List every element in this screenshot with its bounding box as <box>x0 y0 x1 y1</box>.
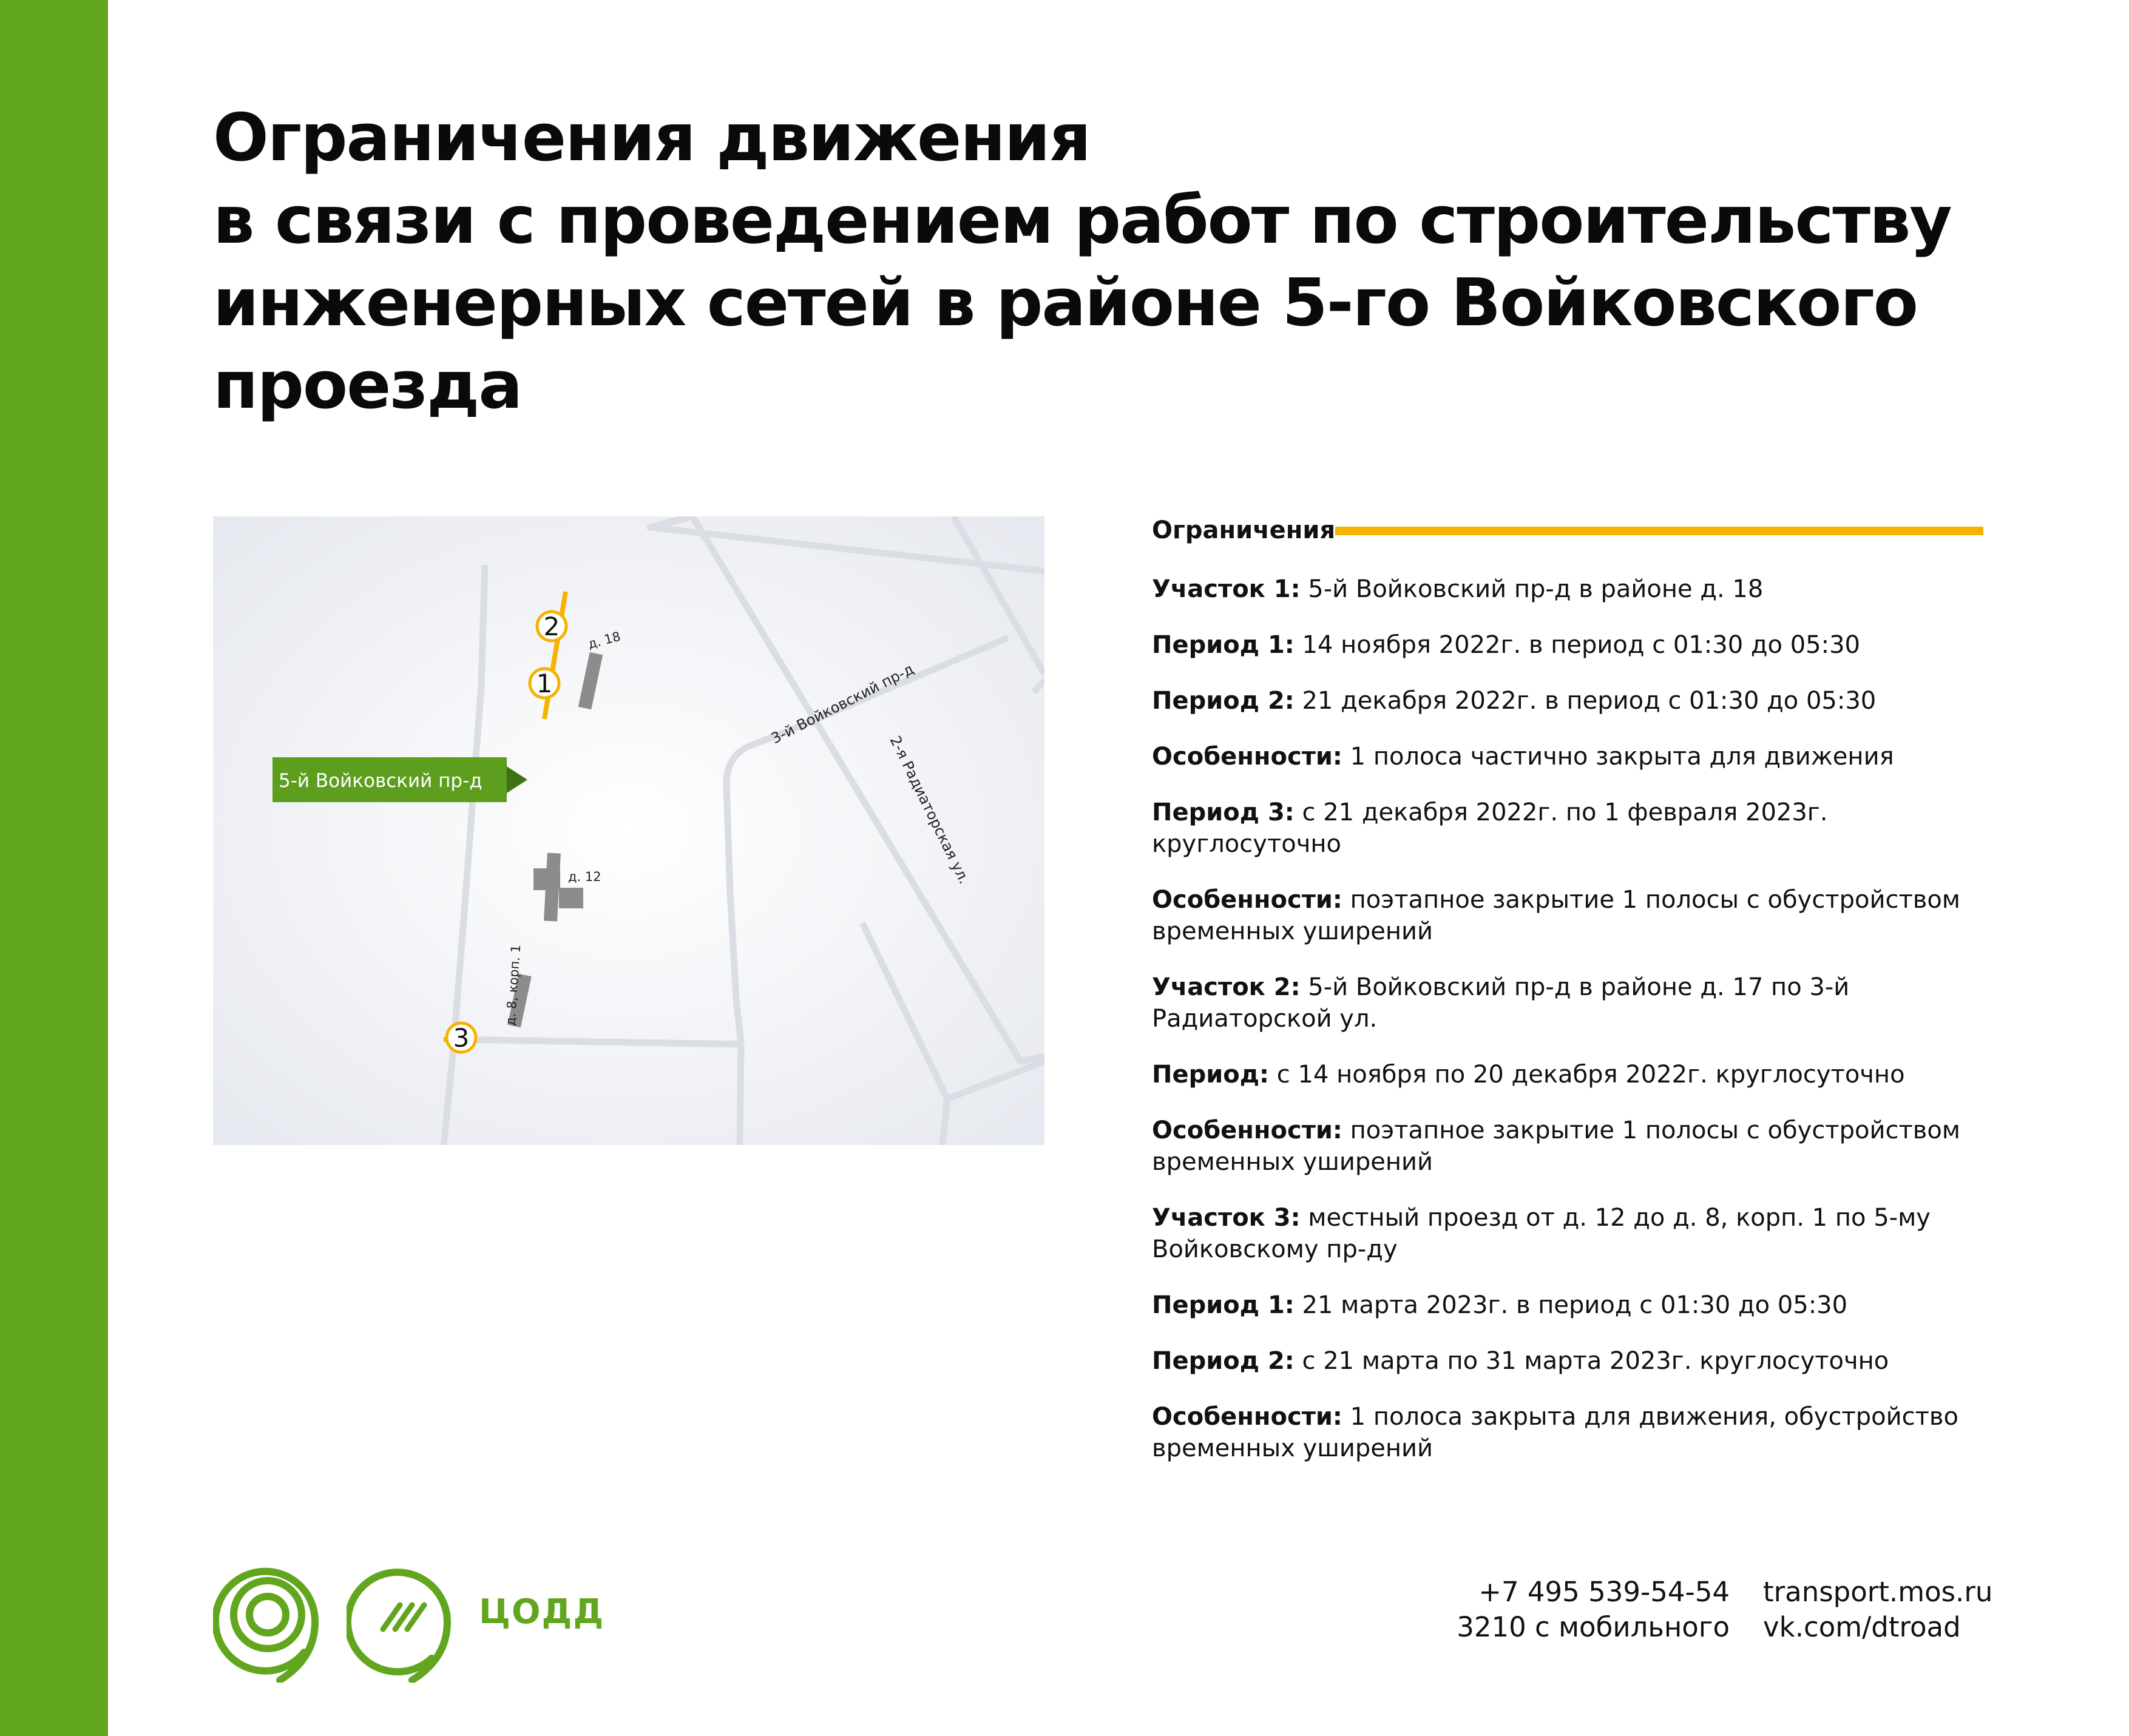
restriction-item <box>1152 1401 1983 1464</box>
restriction-item <box>1152 573 1983 605</box>
page-title <box>213 97 2034 427</box>
restriction-value: с 21 марта по 31 марта 2023г. круглосуточно <box>1294 1347 1889 1375</box>
street-callout <box>272 757 527 802</box>
street-callout-label: 5-й Войковский пр-д <box>279 770 482 792</box>
marker-1 <box>530 669 559 698</box>
moscow-transport-logo-icon <box>213 1561 322 1683</box>
codd-logo-icon <box>347 1561 456 1683</box>
label-bld-18: д. 18 <box>586 629 623 652</box>
restriction-item <box>1152 741 1983 772</box>
restrictions-header <box>1152 512 1983 549</box>
restriction-item <box>1152 797 1983 860</box>
restriction-value: 21 марта 2023г. в период с 01:30 до 05:30 <box>1294 1291 1848 1319</box>
label-bld-8: д. 8, корп. 1 <box>503 944 524 1027</box>
mobile-number: 3210 с мобильного <box>1457 1611 1730 1643</box>
map-canvas <box>213 516 1044 1145</box>
restrictions-header-rule <box>1335 527 1983 535</box>
restriction-value: поэтапное закрытие 1 полосы с обустройством временных уширений <box>1152 886 1960 945</box>
restriction-key: Особенности: <box>1152 743 1342 771</box>
restriction-item <box>1152 1202 1983 1265</box>
restriction-value: с 14 ноября по 20 декабря 2022г. круглосуточно <box>1269 1061 1905 1089</box>
restriction-item <box>1152 1059 1983 1090</box>
restriction-value: 1 полоса частично закрыта для движения <box>1342 743 1894 771</box>
restriction-item <box>1152 1289 1983 1321</box>
contact-phone-block <box>1444 1575 1730 1645</box>
title-line-1: Ограничения движения <box>213 100 1090 176</box>
restriction-key: Период: <box>1152 1061 1270 1089</box>
road-south <box>740 1044 741 1145</box>
restriction-item <box>1152 884 1983 947</box>
restriction-value: 14 ноября 2022г. в период с 01:30 до 05:30 <box>1294 631 1860 659</box>
marker-3-label: 3 <box>453 1023 470 1053</box>
marker-1-label: 1 <box>536 669 553 698</box>
title-line-4: проезда <box>213 348 522 424</box>
restriction-key: Период 3: <box>1152 799 1295 826</box>
restriction-value: 21 декабря 2022г. в период с 01:30 до 05:30 <box>1294 687 1877 715</box>
restriction-key: Участок 1: <box>1152 575 1301 603</box>
website-link[interactable]: transport.mos.ru <box>1763 1576 1993 1608</box>
restriction-value: 5-й Войковский пр-д в районе д. 17 по 3-й Радиаторской ул. <box>1152 973 1850 1033</box>
restriction-key: Участок 2: <box>1152 973 1301 1001</box>
restrictions-panel <box>1152 512 1983 1464</box>
marker-3 <box>447 1023 476 1053</box>
title-line-2: в связи с проведением работ по строительству <box>213 183 1951 258</box>
restriction-key: Период 2: <box>1152 687 1295 715</box>
restrictions-title: Ограничения <box>1152 516 1336 544</box>
restriction-item <box>1152 971 1983 1035</box>
label-street-2nd-radiatorskaya: 2-я Радиаторская ул. <box>886 733 973 887</box>
restriction-key: Участок 3: <box>1152 1204 1301 1232</box>
restriction-item <box>1152 685 1983 717</box>
restriction-item <box>1152 1345 1983 1377</box>
marker-2-label: 2 <box>543 612 560 641</box>
map <box>213 516 1044 1145</box>
brand-name: ЦОДД <box>479 1592 605 1632</box>
restriction-value: местный проезд от д. 12 до д. 8, корп. 1 по 5-му Войковскому пр-ду <box>1152 1204 1931 1263</box>
marker-2 <box>537 612 566 641</box>
restriction-value: с 21 декабря 2022г. по 1 февраля 2023г. круглосуточно <box>1152 799 1828 858</box>
restriction-key: Период 2: <box>1152 1347 1295 1375</box>
title-line-3: инженерных сетей в районе 5-го Войковского <box>213 265 1917 341</box>
map-background <box>213 516 1044 1145</box>
restrictions-list <box>1152 573 1983 1464</box>
restriction-value: 5-й Войковский пр-д в районе д. 18 <box>1300 575 1764 603</box>
restriction-key: Период 1: <box>1152 1291 1295 1319</box>
restriction-item <box>1152 629 1983 661</box>
restriction-key: Особенности: <box>1152 1403 1342 1431</box>
phone-number[interactable]: +7 495 539-54-54 <box>1478 1576 1730 1608</box>
left-accent-bar <box>0 0 108 1736</box>
vk-link[interactable]: vk.com/dtroad <box>1763 1611 1961 1643</box>
label-bld-12: д. 12 <box>568 870 601 884</box>
restriction-item <box>1152 1115 1983 1178</box>
restriction-key: Период 1: <box>1152 631 1295 659</box>
label-street-3rd-voykovsky: 3-й Войковский пр-д <box>768 660 917 748</box>
restriction-key: Особенности: <box>1152 886 1342 914</box>
restriction-value: поэтапное закрытие 1 полосы с обустройством временных уширений <box>1152 1116 1960 1176</box>
restriction-key: Особенности: <box>1152 1116 1342 1144</box>
contact-web-block <box>1763 1575 2103 1645</box>
restriction-value: 1 полоса закрыта для движения, обустройство временных уширений <box>1152 1403 1958 1462</box>
